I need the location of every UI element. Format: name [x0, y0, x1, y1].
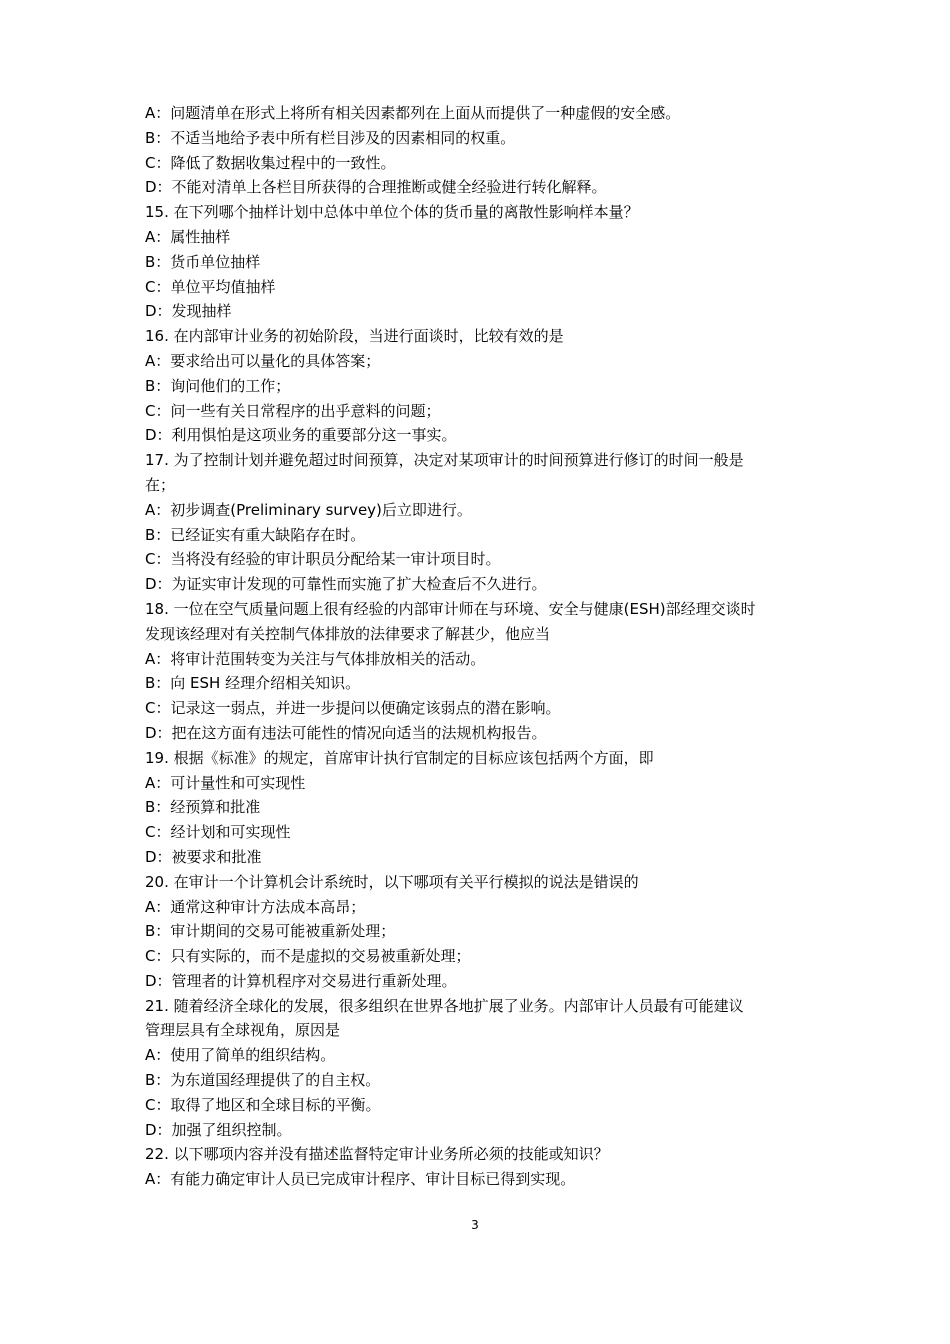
text-line: C：降低了数据收集过程中的一致性。 — [145, 153, 396, 172]
text-line: B：为东道国经理提供了的自主权。 — [145, 1071, 381, 1090]
question-line: 18. 一位在空气质量问题上很有经验的内部审计师在与环境、安全与健康(ESH)部经理交谈时 — [145, 599, 756, 618]
text-line: A：有能力确定审计人员已完成审计程序、审计目标已得到实现。 — [145, 1170, 576, 1189]
text-line: A：可计量性和可实现性 — [145, 773, 306, 792]
text-line: A：属性抽样 — [145, 227, 231, 246]
question-line: 16. 在内部审计业务的初始阶段，当进行面谈时，比较有效的是 — [145, 327, 564, 346]
text-line: A：使用了简单的组织结构。 — [145, 1046, 336, 1065]
text-line: D：加强了组织控制。 — [145, 1120, 292, 1139]
question-line: 在； — [145, 475, 176, 494]
text-line: D：发现抽样 — [145, 302, 232, 321]
text-line: A：通常这种审计方法成本高昂； — [145, 897, 366, 916]
text-line: A：初步调查(Preliminary survey)后立即进行。 — [145, 500, 472, 519]
question-line: 20. 在审计一个计算机会计系统时，以下哪项有关平行模拟的说法是错误的 — [145, 872, 639, 891]
text-line: A：问题清单在形式上将所有相关因素都列在上面从而提供了一种虚假的安全感。 — [145, 104, 681, 122]
text-line: D：不能对清单上各栏目所获得的合理推断或健全经验进行转化解释。 — [145, 178, 607, 197]
text-line: C：当将没有经验的审计职员分配给某一审计项目时。 — [145, 550, 501, 569]
text-line: C：只有实际的，而不是虚拟的交易被重新处理； — [145, 947, 471, 966]
text-line: D：被要求和批准 — [145, 847, 262, 866]
text-line: D：利用惧怕是这项业务的重要部分这一事实。 — [145, 426, 457, 445]
question-line: 19. 根据《标准》的规定，首席审计执行官制定的目标应该包括两个方面，即 — [145, 748, 654, 767]
text-line: B：询问他们的工作； — [145, 376, 291, 395]
question-line: 22. 以下哪项内容并没有描述监督特定审计业务所必须的技能或知识？ — [145, 1145, 609, 1164]
page-number: 3 — [471, 1218, 479, 1232]
question-line: 21. 随着经济全球化的发展，很多组织在世界各地扩展了业务。内部审计人员最有可能建议 — [145, 996, 744, 1015]
question-line: 管理层具有全球视角，原因是 — [145, 1021, 341, 1040]
text-line: B：货币单位抽样 — [145, 252, 261, 271]
text-line: A：要求给出可以量化的具体答案； — [145, 351, 381, 370]
text-line: B：向 ESH 经理介绍相关知识。 — [145, 674, 361, 693]
question-line: 17. 为了控制计划并避免超过时间预算，决定对某项审计的时间预算进行修订的时间一般是 — [145, 451, 744, 470]
question-line: 15. 在下列哪个抽样计划中总体中单位个体的货币量的离散性影响样本量？ — [145, 203, 639, 222]
text-line: C：单位平均值抽样 — [145, 277, 276, 296]
text-line: D：为证实审计发现的可靠性而实施了扩大检查后不久进行。 — [145, 575, 547, 594]
text-line: C：记录这一弱点，并进一步提问以便确定该弱点的潜在影响。 — [145, 699, 561, 718]
text-line: C：问一些有关日常程序的出乎意料的问题； — [145, 401, 441, 420]
text-line: B：已经证实有重大缺陷存在时。 — [145, 525, 366, 544]
text-line: B：不适当地给予表中所有栏目涉及的因素相同的权重。 — [145, 128, 516, 147]
text-line: C：经计划和可实现性 — [145, 823, 291, 842]
text-line: D：把在这方面有违法可能性的情况向适当的法规机构报告。 — [145, 723, 547, 742]
text-line: D：管理者的计算机程序对交易进行重新处理。 — [145, 971, 457, 990]
text-line: C：取得了地区和全球目标的平衡。 — [145, 1095, 381, 1114]
document-body — [145, 101, 815, 1192]
text-line: A：将审计范围转变为关注与气体排放相关的活动。 — [145, 649, 486, 668]
question-line: 发现该经理对有关控制气体排放的法律要求了解甚少，他应当 — [145, 624, 551, 643]
text-line: B：审计期间的交易可能被重新处理； — [145, 922, 396, 941]
text-line: B：经预算和批准 — [145, 798, 261, 817]
